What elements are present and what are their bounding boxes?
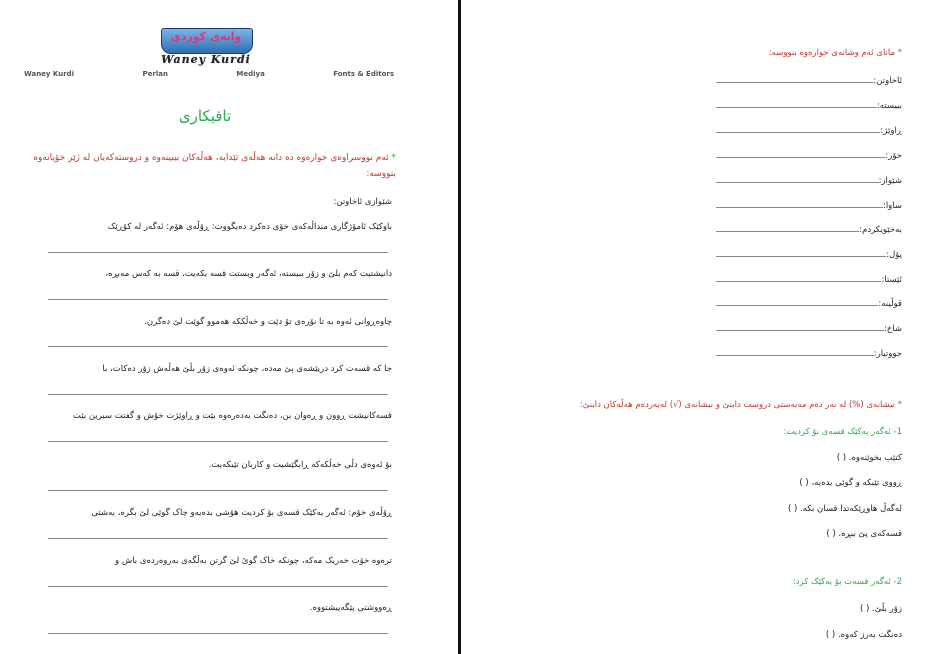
vocab-row[interactable] (712, 250, 902, 260)
answer-line[interactable] (48, 538, 388, 539)
paragraph-line: بۆ ئەوەی دڵی خەڵکەکە ڕابگێشیت و کاربان تێبکەیت. (208, 460, 392, 470)
question-1: 1- ئەگەر یەکێک قسەی بۆ کردیت: (783, 427, 902, 437)
option-text: کتێب بخوێنەوە. (848, 453, 902, 463)
vocab-row[interactable] (712, 275, 902, 285)
option-text: زۆر بڵێ. (872, 604, 902, 614)
subheading: شێوازی ئاخاوتن: (333, 197, 392, 207)
answer-line[interactable] (716, 151, 885, 158)
option-row[interactable] (837, 453, 902, 463)
answer-box[interactable]: ( ) (799, 478, 809, 488)
option-row[interactable] (826, 630, 902, 640)
answer-line[interactable] (716, 250, 886, 257)
logo-brand: Waney Kurdi (161, 53, 251, 66)
answer-line[interactable] (716, 299, 878, 306)
vocab-row[interactable] (712, 126, 902, 136)
answer-line[interactable] (716, 176, 879, 183)
answer-line[interactable] (48, 299, 388, 300)
logo[interactable] (157, 22, 255, 66)
answer-line[interactable] (716, 349, 874, 356)
vocab-word: ئێستا: (881, 275, 902, 285)
vocab-row[interactable] (712, 349, 902, 359)
vocab-word: جووتیار: (873, 349, 902, 359)
vocab-row[interactable] (712, 76, 902, 86)
paragraph-line: ترەوە خۆت خەریک مەکە، چونکە خاک گوێ لێ گرتن بەڵگەی بەروەردەی باش و (115, 556, 392, 566)
option-row[interactable] (826, 529, 902, 539)
paragraph-line: دانیشتیت کەم بلێ و زۆر ببیستە، ئەگەر ویستت قسە بکەیت، قسە بە کەس مەبڕە، (105, 269, 392, 279)
answer-box[interactable]: ( ) (825, 630, 836, 640)
option-text: لەگەڵ هاوڕێکەتدا قسان بکە. (800, 504, 902, 514)
answer-box[interactable]: ( ) (826, 529, 836, 539)
bullet-icon: * (897, 48, 902, 58)
option-text: ڕووی تێبکە و گوێی بدەیە، (811, 478, 902, 488)
instruction-meanings (482, 48, 902, 58)
vocab-word: شێواز: (878, 176, 902, 186)
answer-box[interactable]: ( ) (787, 504, 798, 514)
answer-line[interactable] (716, 126, 880, 133)
nav-bar (24, 70, 394, 78)
paragraph-line: قسەکانیشت ڕوون و ڕەوان بن، دەنگت بەدەرەوە بێت و ڕاوێژت خۆش و گفتت سیرین بێت (72, 411, 392, 421)
vocab-word: ڕاوێژ: (880, 126, 902, 136)
vocab-word: شاخ: (883, 324, 902, 334)
nav-link-mediya[interactable]: Mediya (236, 70, 265, 78)
answer-line[interactable] (48, 346, 388, 347)
option-row[interactable] (788, 504, 902, 514)
vocab-word: ساوا: (882, 201, 902, 211)
instruction-text: ئەم نووسراوەی خوارەوە دە دانە هەڵەی تێدایە، هەڵەکان بیبینەوە و دروستەکەیان لە ژێر خۆیانەوە بنووسە: (33, 153, 396, 179)
vocab-word: بەخێویکردم: (859, 225, 902, 235)
vocab-word: خۆر: (885, 151, 902, 161)
answer-line[interactable] (48, 633, 388, 634)
vocab-word: پۆل: (886, 250, 902, 260)
vocab-row[interactable] (712, 324, 902, 334)
nav-link-perlan[interactable]: Perlan (142, 70, 168, 78)
answer-line[interactable] (48, 586, 388, 587)
instruction (16, 150, 396, 182)
answer-line[interactable] (48, 441, 388, 442)
paragraph-line: باوکێک ئامۆژگاری منداڵەکەی خۆی دەکرد دەیگووت: ڕۆڵەی هۆم: ئەگەر لە کۆڕێک (107, 222, 392, 232)
option-row[interactable] (860, 604, 902, 614)
answer-line[interactable] (716, 225, 859, 232)
question-2: 2- ئەگەر قسەت بۆ یەکێک کرد: (792, 577, 902, 587)
nav-link-waney-kurdi[interactable]: Waney Kurdi (24, 70, 75, 78)
answer-line[interactable] (716, 101, 877, 108)
right-page (462, 0, 928, 654)
bullet-icon: * (391, 153, 396, 163)
vocab-row[interactable] (712, 201, 902, 211)
bullet-icon: * (897, 400, 902, 410)
paragraph-line: ڕۆڵەی خۆم: ئەگەر یەکێک قسەی بۆ کردیت هۆشی بدەیەو چاک گوێی لێ بگرە، بەشتی (91, 508, 392, 518)
paragraph-line: چاوەڕوانی ئەوە بە تا نۆرەی تۆ دێت و خەڵککە هەموو گوێت لێ دەگرن. (144, 317, 392, 327)
vocab-row[interactable] (712, 176, 902, 186)
option-row[interactable] (799, 478, 902, 488)
vocab-row[interactable] (712, 299, 902, 309)
logo-title: وانەی کوردی (170, 30, 242, 43)
answer-line[interactable] (48, 490, 388, 491)
answer-line[interactable] (716, 76, 873, 83)
vocab-row[interactable] (712, 225, 902, 235)
page-divider (458, 0, 461, 654)
vocab-row[interactable] (712, 151, 902, 161)
answer-line[interactable] (716, 324, 884, 331)
instruction-marks (482, 400, 902, 410)
vocab-word: ئاخاوتن: (873, 76, 902, 86)
instruction-marks-text: نیشانەی (%) لە بەر دەم مەبەستی دروست دابنێ و نیشانەی (√) لەبەردەم هەڵەکان دابنێ: (579, 400, 896, 410)
vocab-word: قوڵینە: (878, 299, 902, 309)
answer-line[interactable] (716, 275, 881, 282)
vocab-word: ببیستە: (876, 101, 902, 111)
page-title: تاقیکاری (178, 107, 232, 125)
paragraph-line: جا کە قسەت کرد دریێشەی پێ مەدە، چونکە ئەوەی زۆر بڵێ هەڵەش زۆر دەکات، با (102, 364, 392, 374)
answer-line[interactable] (716, 201, 883, 208)
paragraph-line: ڕەووشتی پێگەییشتووە. (309, 603, 392, 613)
answer-box[interactable]: ( ) (836, 453, 847, 463)
option-text: دەنگت بەرز کەوە. (837, 630, 902, 640)
left-page (0, 0, 458, 654)
answer-box[interactable]: ( ) (859, 604, 870, 614)
instruction-meanings-text: مانای ئەم وشانەی خوارەوە بنووسە: (768, 48, 896, 58)
vocab-row[interactable] (712, 101, 902, 111)
option-text: قسەکەی پێ ببڕە. (838, 529, 902, 539)
nav-link-fonts-editors[interactable]: Fonts & Editors (333, 70, 394, 78)
answer-line[interactable] (48, 252, 388, 253)
answer-line[interactable] (48, 394, 388, 395)
